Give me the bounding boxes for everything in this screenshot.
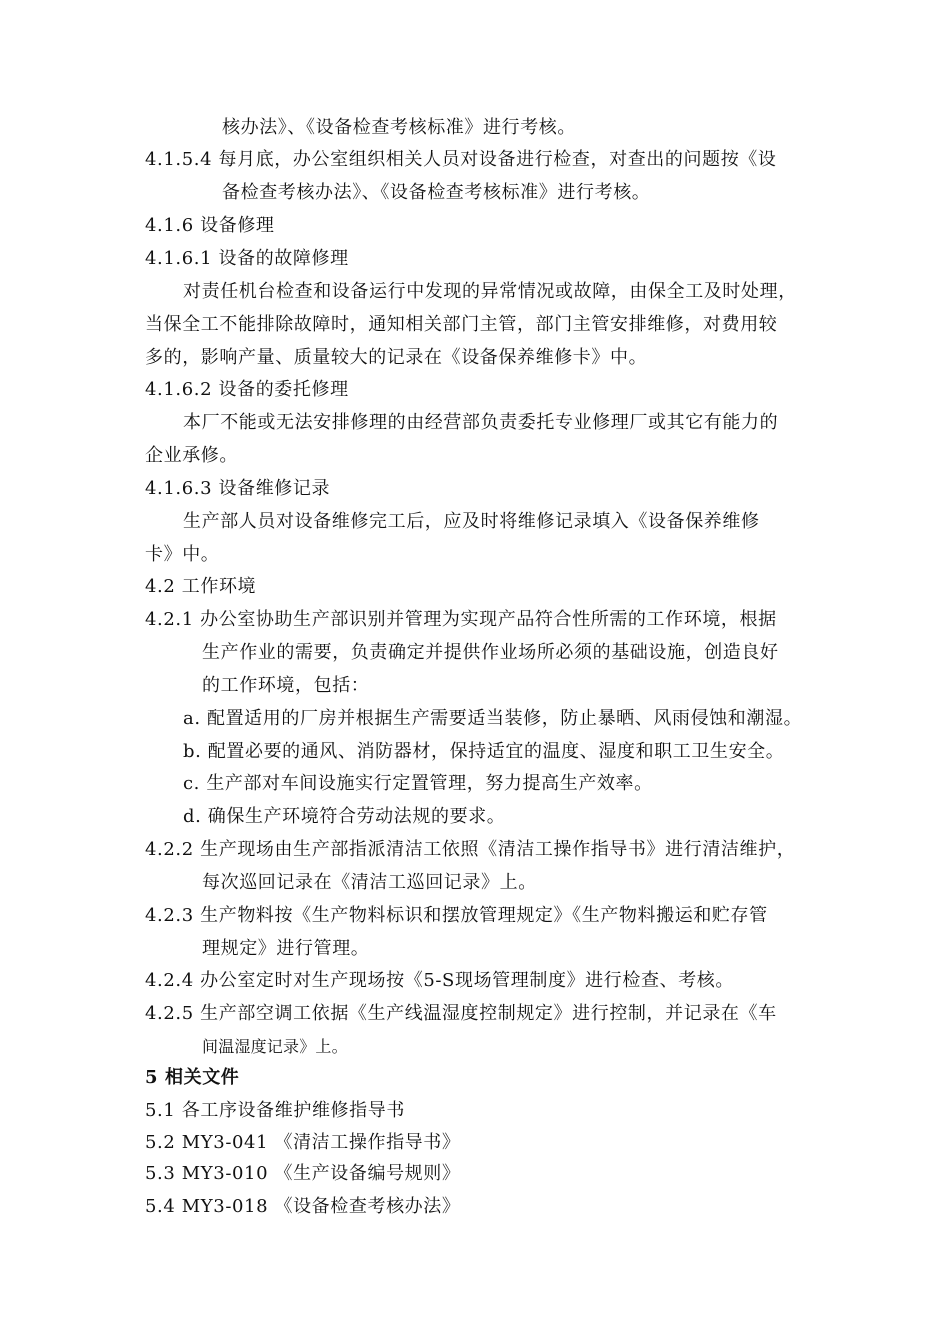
text-line: 每次巡回记录在《清洁工巡回记录》上。	[202, 872, 537, 893]
heading-4-1-6-1: 4.1.6.1 设备的故障修理	[145, 248, 349, 269]
list-item-b: b. 配置必要的通风、消防器材，保持适宜的温度、湿度和职工卫生安全。	[183, 741, 785, 762]
list-item-d: d. 确保生产环境符合劳动法规的要求。	[183, 806, 506, 827]
related-doc-5-1: 5.1 各工序设备维护维修指导书	[145, 1100, 405, 1121]
related-doc-5-3: 5.3 MY3-010 《生产设备编号规则》	[145, 1163, 461, 1184]
related-doc-5-2: 5.2 MY3-041 《清洁工操作指导书》	[145, 1132, 461, 1153]
paragraph-line: 生产部人员对设备维修完工后，应及时将维修记录填入《设备保养维修	[183, 511, 760, 532]
paragraph-line: 对责任机台检查和设备运行中发现的异常情况或故障，由保全工及时处理，	[183, 281, 797, 302]
text-line: 的工作环境，包括：	[202, 675, 370, 696]
text-line: 核办法》、《设备检查考核标准》进行考核。	[222, 117, 576, 138]
paragraph-line: 本厂不能或无法安排修理的由经营部负责委托专业修理厂或其它有能力的	[183, 412, 779, 433]
clause-4-1-5-4: 4.1.5.4 每月底，办公室组织相关人员对设备进行检查，对查出的问题按《设	[145, 149, 777, 170]
paragraph-line: 企业承修。	[145, 445, 238, 466]
text-line: 备检查考核办法》、《设备检查考核标准》进行考核。	[222, 182, 651, 203]
clause-4-2-2: 4.2.2 生产现场由生产部指派清洁工依照《清洁工操作指导书》进行清洁维护，	[145, 839, 796, 860]
clause-4-2-4: 4.2.4 办公室定时对生产现场按《5-S现场管理制度》进行检查、考核。	[145, 970, 734, 991]
heading-4-1-6-2: 4.1.6.2 设备的委托修理	[145, 379, 349, 400]
paragraph-line: 多的，影响产量、质量较大的记录在《设备保养维修卡》中。	[145, 347, 648, 368]
clause-4-2-1: 4.2.1 办公室协助生产部识别并管理为实现产品符合性所需的工作环境，根据	[145, 609, 777, 630]
clause-4-2-5: 4.2.5 生产部空调工依据《生产线温湿度控制规定》进行控制，并记录在《车	[145, 1003, 777, 1024]
paragraph-line: 卡》中。	[145, 544, 220, 565]
text-line: 理规定》进行管理。	[202, 938, 370, 959]
heading-4-1-6-3: 4.1.6.3 设备维修记录	[145, 478, 331, 499]
clause-4-2-3: 4.2.3 生产物料按《生产物料标识和摆放管理规定》《生产物料搬运和贮存管	[145, 905, 768, 926]
related-doc-5-4: 5.4 MY3-018 《设备检查考核办法》	[145, 1196, 461, 1217]
text-line: 生产作业的需要，负责确定并提供作业场所必须的基础设施，创造良好	[202, 642, 779, 663]
text-line: 间温湿度记录》上。	[202, 1037, 348, 1056]
list-item-c: c. 生产部对车间设施实行定置管理，努力提高生产效率。	[183, 773, 653, 794]
paragraph-line: 当保全工不能排除故障时，通知相关部门主管，部门主管安排维修，对费用较	[145, 314, 778, 335]
list-item-a: a. 配置适用的厂房并根据生产需要适当装修，防止暴晒、风雨侵蚀和潮湿。	[183, 708, 803, 729]
heading-4-1-6: 4.1.6 设备修理	[145, 215, 275, 236]
section-heading-5: 5 相关文件	[145, 1067, 240, 1088]
heading-4-2: 4.2 工作环境	[145, 576, 257, 597]
